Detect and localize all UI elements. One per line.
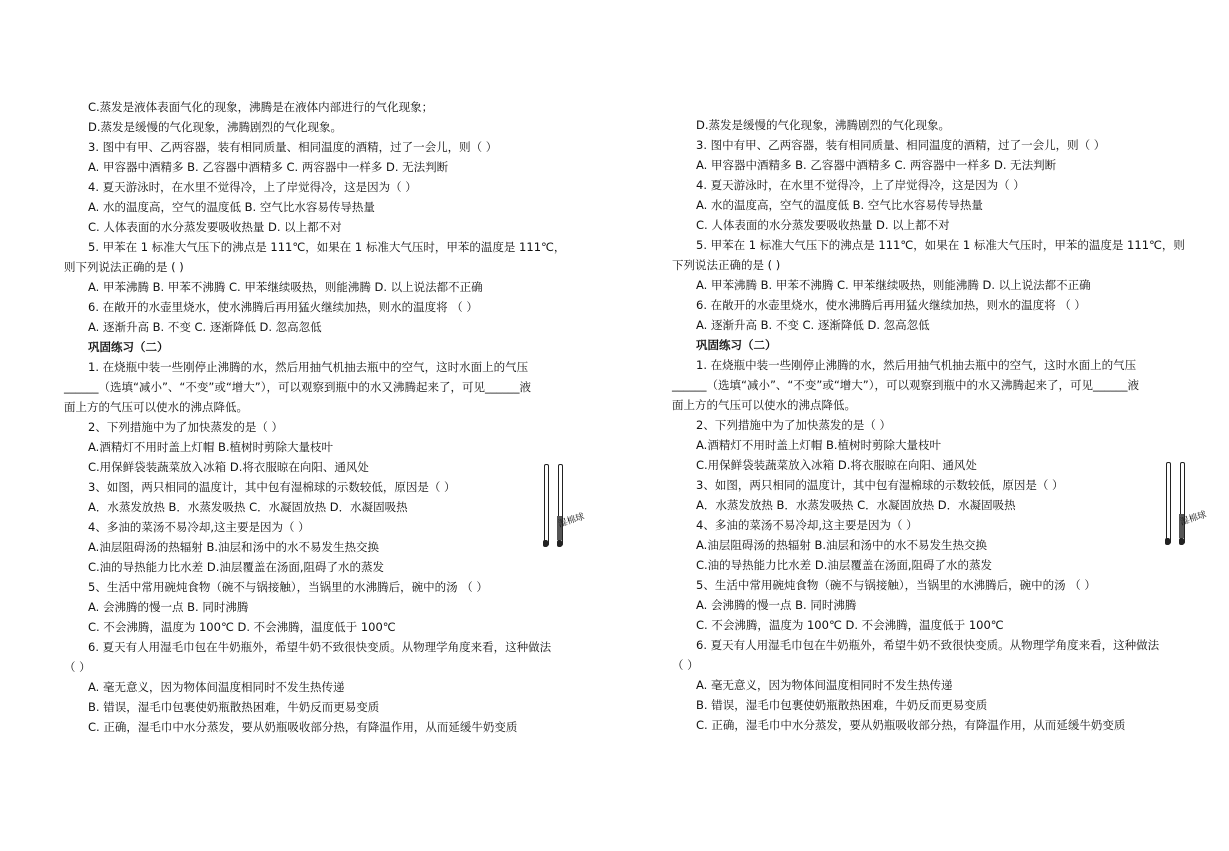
options: A. 水的温度高，空气的温度低 B. 空气比水容易传导热量 <box>696 198 983 212</box>
text-line: C.蒸发是液体表面气化的现象，沸腾是在液体内部进行的气化现象； <box>88 100 434 114</box>
text-line: 下列说法正确的是 ( ) <box>672 258 781 272</box>
options: C. 正确，湿毛巾中水分蒸发，要从奶瓶吸收部分热，有降温作用，从而延缓牛奶变质 <box>88 720 518 734</box>
options: A. 毫无意义，因为物体间温度相同时不发生热传递 <box>88 680 345 694</box>
question-4b: 4、多油的菜汤不易冷却,这主要是因为（ ） <box>696 518 918 532</box>
options: A.酒精灯不用时盖上灯帽 B.植树时剪除大量枝叶 <box>88 440 334 454</box>
question-3: 3. 图中有甲、乙两容器，装有相同质量、相同温度的酒精，过了一会儿，则（ ） <box>696 138 1106 152</box>
options: C. 不会沸腾，温度为 100℃ D. 不会沸腾，温度低于 100℃ <box>88 620 396 634</box>
options: A.酒精灯不用时盖上灯帽 B.植树时剪除大量枝叶 <box>696 438 942 452</box>
section-heading: 巩固练习（二） <box>88 340 169 354</box>
text-line: （ ） <box>64 660 91 674</box>
thermometer-icon <box>1166 462 1171 544</box>
text-line: D.蒸发是缓慢的气化现象，沸腾剧烈的气化现象。 <box>88 120 343 134</box>
options: B. 错误，湿毛巾包裹使奶瓶散热困难，牛奶反而更易变质 <box>696 698 988 712</box>
question-2: 2、下列措施中为了加快蒸发的是（ ） <box>88 420 283 434</box>
options: A. 甲苯沸腾 B. 甲苯不沸腾 C. 甲苯继续吸热，则能沸腾 D. 以上说法都不正确 <box>88 280 483 294</box>
options: C. 正确，湿毛巾中水分蒸发，要从奶瓶吸收部分热，有降温作用，从而延缓牛奶变质 <box>696 718 1126 732</box>
question-4b: 4、多油的菜汤不易冷却,这主要是因为（ ） <box>88 520 310 534</box>
text-line: （ ） <box>672 658 699 672</box>
options: A. 甲苯沸腾 B. 甲苯不沸腾 C. 甲苯继续吸热，则能沸腾 D. 以上说法都不正确 <box>696 278 1091 292</box>
options: C. 人体表面的水分蒸发要吸收热量 D. 以上都不对 <box>696 218 950 232</box>
thermometer-figure <box>1162 456 1208 556</box>
options: A．水蒸发放热 B．水蒸发吸热 C．水凝固放热 D．水凝固吸热 <box>696 498 1016 512</box>
question-4: 4. 夏天游泳时，在水里不觉得冷，上了岸觉得冷，这是因为（ ） <box>88 180 417 194</box>
question-1: 1. 在烧瓶中装一些刚停止沸腾的水，然后用抽气机抽去瓶中的空气，这时水面上的气压 <box>696 358 1137 372</box>
thermometer-icon <box>544 464 549 546</box>
text-line: D.蒸发是缓慢的气化现象，沸腾剧烈的气化现象。 <box>696 118 951 132</box>
question-4: 4. 夏天游泳时，在水里不觉得冷，上了岸觉得冷，这是因为（ ） <box>696 178 1025 192</box>
options: B. 错误，湿毛巾包裹使奶瓶散热困难，牛奶反而更易变质 <box>88 700 380 714</box>
question-6b: 6. 夏天有人用湿毛巾包在牛奶瓶外，希望牛奶不致很快变质。从物理学角度来看，这种做法 <box>696 638 1160 652</box>
options: A. 甲容器中酒精多 B. 乙容器中酒精多 C. 两容器中一样多 D. 无法判断 <box>696 158 1057 172</box>
options: A. 水的温度高，空气的温度低 B. 空气比水容易传导热量 <box>88 200 375 214</box>
options: C. 不会沸腾，温度为 100℃ D. 不会沸腾，温度低于 100℃ <box>696 618 1004 632</box>
question-5: 5. 甲苯在 1 标准大气压下的沸点是 111℃，如果在 1 标准大气压时，甲苯的温度是 111℃，则 <box>696 238 1185 252</box>
options: C.油的导热能力比水差 D.油层覆盖在汤面,阻碍了水的蒸发 <box>696 558 993 572</box>
options: C.用保鲜袋装蔬菜放入冰箱 D.将衣服晾在向阳、通风处 <box>696 458 977 472</box>
question-3: 3. 图中有甲、乙两容器，装有相同质量、相同温度的酒精，过了一会儿，则（ ） <box>88 140 498 154</box>
question-6: 6. 在敞开的水壶里烧水，使水沸腾后再用猛火继续加热，则水的温度将 （ ） <box>696 298 1086 312</box>
question-5: 5. 甲苯在 1 标准大气压下的沸点是 111℃，如果在 1 标准大气压时，甲苯的温度是 111℃， <box>88 240 566 254</box>
options: A. 逐渐升高 B. 不变 C. 逐渐降低 D. 忽高忽低 <box>88 320 322 334</box>
question-1: 1. 在烧瓶中装一些刚停止沸腾的水，然后用抽气机抽去瓶中的空气，这时水面上的气压 <box>88 360 529 374</box>
text-line: 则下列说法正确的是 ( ) <box>64 260 184 274</box>
thermometer-figure <box>540 458 586 558</box>
options: A. 会沸腾的慢一点 B. 同时沸腾 <box>696 598 857 612</box>
question-5b: 5、生活中常用碗炖食物（碗不与锅接触），当锅里的水沸腾后，碗中的汤 （ ） <box>88 580 488 594</box>
options: A. 甲容器中酒精多 B. 乙容器中酒精多 C. 两容器中一样多 D. 无法判断 <box>88 160 449 174</box>
question-3b: 3、如图，两只相同的温度计，其中包有湿棉球的示数较低，原因是（ ） <box>88 480 456 494</box>
options: C.用保鲜袋装蔬菜放入冰箱 D.将衣服晾在向阳、通风处 <box>88 460 369 474</box>
options: A. 逐渐升高 B. 不变 C. 逐渐降低 D. 忽高忽低 <box>696 318 930 332</box>
text-line: 面上方的气压可以使水的沸点降低。 <box>672 398 856 412</box>
text-line: ______（选填“减小”、“不变”或“增大”），可以观察到瓶中的水又沸腾起来了，可见______液 <box>672 378 1139 392</box>
options: A．水蒸发放热 B．水蒸发吸热 C．水凝固放热 D．水凝固吸热 <box>88 500 408 514</box>
text-line: ______（选填“减小”、“不变”或“增大”），可以观察到瓶中的水又沸腾起来了，可见______液 <box>64 380 531 394</box>
text-line: 面上方的气压可以使水的沸点降低。 <box>64 400 248 414</box>
figure-label: 湿棉球 <box>1179 510 1208 528</box>
question-5b: 5、生活中常用碗炖食物（碗不与锅接触），当锅里的水沸腾后，碗中的汤 （ ） <box>696 578 1096 592</box>
options: A.油层阻碍汤的热辐射 B.油层和汤中的水不易发生热交换 <box>88 540 380 554</box>
options: C. 人体表面的水分蒸发要吸收热量 D. 以上都不对 <box>88 220 342 234</box>
options: A. 会沸腾的慢一点 B. 同时沸腾 <box>88 600 249 614</box>
options: A. 毫无意义，因为物体间温度相同时不发生热传递 <box>696 678 953 692</box>
options: C.油的导热能力比水差 D.油层覆盖在汤面,阻碍了水的蒸发 <box>88 560 385 574</box>
question-2: 2、下列措施中为了加快蒸发的是（ ） <box>696 418 891 432</box>
question-6: 6. 在敞开的水壶里烧水，使水沸腾后再用猛火继续加热，则水的温度将 （ ） <box>88 300 478 314</box>
question-6b: 6. 夏天有人用湿毛巾包在牛奶瓶外，希望牛奶不致很快变质。从物理学角度来看，这种做法 <box>88 640 552 654</box>
section-heading: 巩固练习（二） <box>696 338 777 352</box>
figure-label: 湿棉球 <box>557 512 586 530</box>
question-3b: 3、如图，两只相同的温度计，其中包有湿棉球的示数较低，原因是（ ） <box>696 478 1064 492</box>
options: A.油层阻碍汤的热辐射 B.油层和汤中的水不易发生热交换 <box>696 538 988 552</box>
